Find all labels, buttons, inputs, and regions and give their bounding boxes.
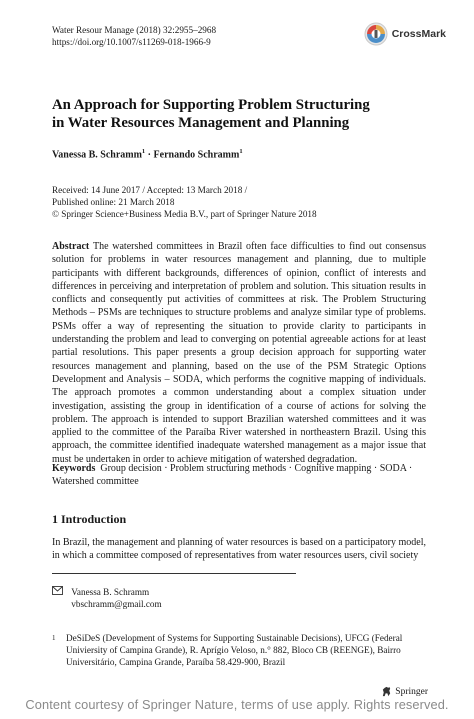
springer-logo	[381, 686, 428, 697]
intro-paragraph: In Brazil, the management and planning of water resources is based on a participatory model, in which a committee composed of representatives from water resources users, civil society	[52, 537, 426, 562]
publication-dates	[52, 184, 317, 220]
affiliation-number: 1	[52, 634, 56, 642]
copyright-line: © Springer Science+Business Media B.V., part of Springer Nature 2018	[52, 209, 317, 219]
keywords-label: Keywords	[52, 463, 96, 474]
abstract-label: Abstract	[52, 241, 90, 252]
title-line-1: An Approach for Supporting Problem Structuring	[52, 97, 370, 113]
crossmark-label: CrossMark	[391, 28, 446, 40]
doi-link[interactable]: https://doi.org/10.1007/s11269-018-1966-9	[52, 37, 211, 47]
courtesy-notice: Content courtesy of Springer Nature, terms of use apply. Rights reserved.	[25, 697, 449, 712]
affiliation	[52, 632, 426, 668]
affiliation-line: Univiersity of Campina Grande), R. Aprígio Veloso, n.° 882, Bloco CB (REENGE), Bairro	[66, 645, 401, 655]
article-title	[52, 96, 432, 132]
author-name[interactable]: Vanessa B. Schramm	[52, 149, 142, 161]
abstract	[52, 240, 426, 466]
footnote-divider	[52, 573, 296, 574]
author-affiliation-mark: 1	[239, 148, 243, 155]
affiliation-line: DeSiDeS (Development of Systems for Supporting Sustainable Decisions), UFCG (Federal	[66, 633, 403, 643]
keywords	[52, 462, 426, 489]
journal-citation	[52, 24, 216, 48]
author-affiliation-mark: 1	[141, 148, 146, 155]
published-line: Published online: 21 March 2018	[52, 197, 175, 207]
author-separator: ·	[145, 149, 154, 161]
envelope-icon	[52, 586, 63, 595]
keywords-text: Group decision · Problem structuring methods · Cognitive mapping · SODA · Watershed committee	[52, 463, 413, 488]
author-name[interactable]: Fernando Schramm	[153, 149, 240, 161]
received-accepted-line: Received: 14 June 2017 / Accepted: 13 March 2018 /	[52, 185, 248, 195]
springer-horse-icon	[381, 686, 392, 697]
affiliation-line: Universitário, Campina Grande, Paraíba 58.429-900, Brazil	[66, 657, 286, 667]
crossmark-badge[interactable]	[364, 22, 446, 46]
corresponding-author	[52, 586, 162, 610]
springer-label: Springer	[395, 686, 428, 697]
abstract-text: The watershed committees in Brazil often face difficulties to find out consensus solution for problems in water resources management and planning, due to multiple participants with different backgrounds, differences of opinion, conflict of interests and differences in perceiving and interpretation of problem and solution. This situation results in conflicts and consequently put activities of committees at risk. The Problem Structuring Methods – PSMs are techniques to structure problems and analyze similar type of problems. PSMs offer a way of representing the situation to provide clarity to participants in understanding the problem and lead to converging on potential agreeable actions for at least partial resolutions. This paper presents a group decision approach for supporting water resources management and planning, based on the use of the PSM Strategic Options Development and Analysis – SODA, which performs the cognitive mapping of individuals. The approach promotes a common understanding about a complex situation under investigation, assisting the group in identification of a course of actions for solving the problem. The approach is intended to support Brazilian watershed committees and it was applied to the committee of the Paraíba River watershed in northeastern Brazil. Using this approach, the committee identified inadequate watershed management as a major issue that must be undertaken in order to achieve mitigation of watershed degradation.	[52, 241, 427, 465]
section-heading: 1 Introduction	[52, 512, 127, 526]
journal-line: Water Resour Manage (2018) 32:2955–2968	[52, 25, 217, 35]
contact-email[interactable]: vbschramm@gmail.com	[71, 599, 162, 609]
contact-name: Vanessa B. Schramm	[71, 587, 150, 597]
crossmark-icon	[364, 22, 388, 46]
author-list	[52, 148, 243, 160]
title-line-2: in Water Resources Management and Planning	[52, 115, 350, 131]
